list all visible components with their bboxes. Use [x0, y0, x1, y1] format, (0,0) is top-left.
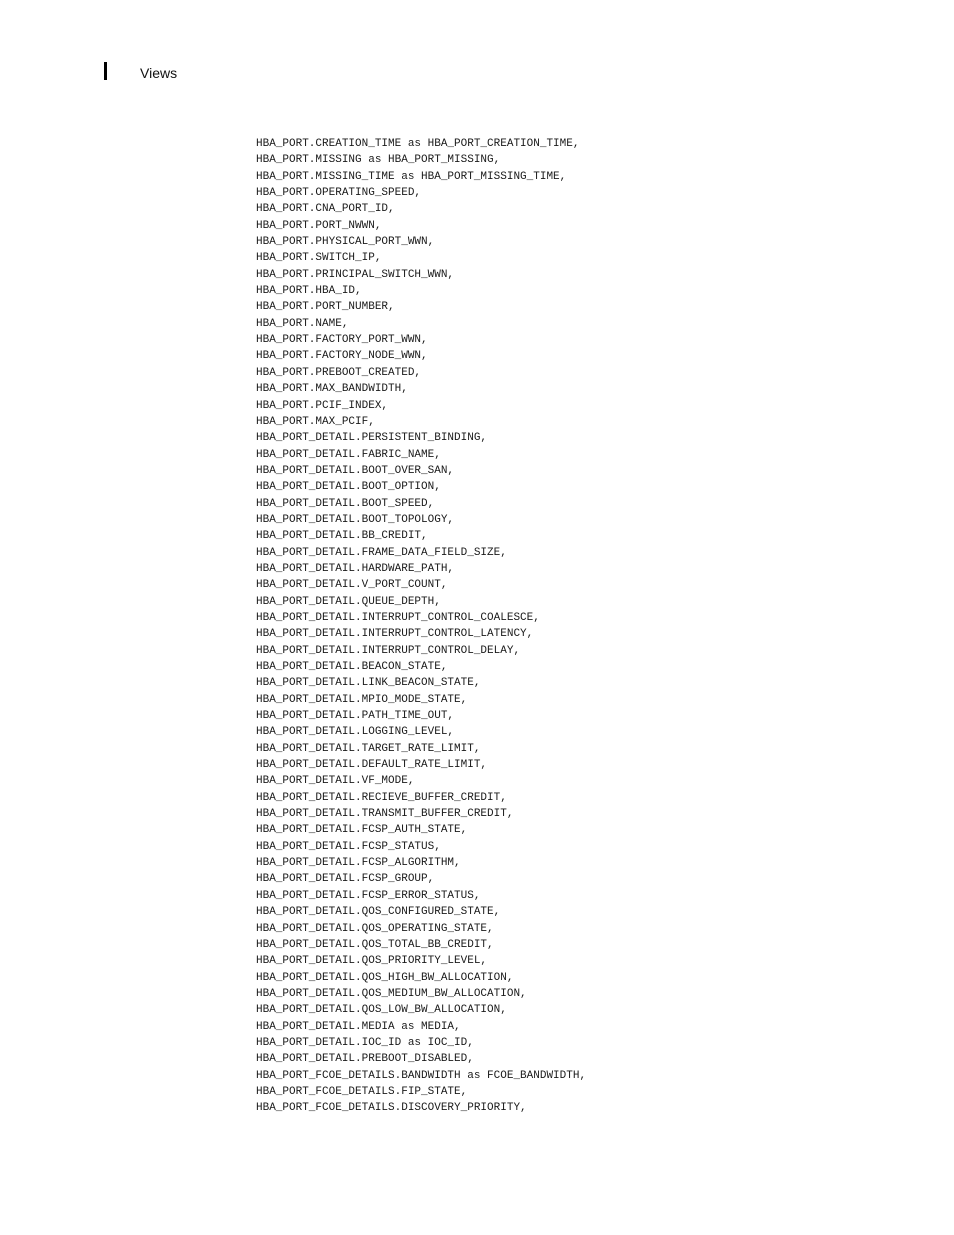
code-line: HBA_PORT_FCOE_DETAILS.FIP_STATE, — [256, 1085, 468, 1098]
code-line: HBA_PORT.PCIF_INDEX, — [256, 399, 389, 412]
code-line: HBA_PORT_DETAIL.QUEUE_DEPTH, — [256, 595, 441, 608]
code-line: HBA_PORT.PORT_NWWN, — [256, 219, 382, 232]
code-line: HBA_PORT.PORT_NUMBER, — [256, 301, 395, 314]
code-line: HBA_PORT_DETAIL.MEDIA as MEDIA, — [256, 1020, 461, 1033]
code-line: HBA_PORT_DETAIL.TRANSMIT_BUFFER_CREDIT, — [256, 808, 514, 821]
code-line: HBA_PORT.FACTORY_PORT_WWN, — [256, 334, 428, 347]
code-line: HBA_PORT_DETAIL.FCSP_ALGORITHM, — [256, 857, 461, 870]
code-line: HBA_PORT_DETAIL.INTERRUPT_CONTROL_COALESCE, — [256, 611, 540, 624]
code-line: HBA_PORT.OPERATING_SPEED, — [256, 187, 422, 200]
code-line: HBA_PORT_DETAIL.DEFAULT_RATE_LIMIT, — [256, 759, 488, 772]
change-bar — [104, 62, 107, 80]
code-line: HBA_PORT_DETAIL.TARGET_RATE_LIMIT, — [256, 742, 481, 755]
code-line: HBA_PORT_DETAIL.FCSP_STATUS, — [256, 840, 441, 853]
code-line: HBA_PORT_DETAIL.QOS_PRIORITY_LEVEL, — [256, 955, 488, 968]
code-line: HBA_PORT.PREBOOT_CREATED, — [256, 366, 422, 379]
code-line: HBA_PORT_DETAIL.QOS_TOTAL_BB_CREDIT, — [256, 938, 494, 951]
code-line: HBA_PORT_DETAIL.FRAME_DATA_FIELD_SIZE, — [256, 546, 507, 559]
code-line: HBA_PORT_DETAIL.QOS_MEDIUM_BW_ALLOCATION, — [256, 987, 527, 1000]
code-line: HBA_PORT_DETAIL.QOS_CONFIGURED_STATE, — [256, 906, 501, 919]
code-line: HBA_PORT_DETAIL.PREBOOT_DISABLED, — [256, 1053, 474, 1066]
code-line: HBA_PORT.CNA_PORT_ID, — [256, 203, 395, 216]
code-line: HBA_PORT_DETAIL.FABRIC_NAME, — [256, 448, 441, 461]
code-line: HBA_PORT_DETAIL.MPIO_MODE_STATE, — [256, 693, 468, 706]
code-line: HBA_PORT_DETAIL.IOC_ID as IOC_ID, — [256, 1036, 474, 1049]
code-line: HBA_PORT.NAME, — [256, 317, 349, 330]
code-line: HBA_PORT_DETAIL.QOS_HIGH_BW_ALLOCATION, — [256, 971, 514, 984]
section-title: Views — [140, 65, 178, 81]
code-line: HBA_PORT_DETAIL.BEACON_STATE, — [256, 661, 448, 673]
code-line: HBA_PORT_DETAIL.QOS_LOW_BW_ALLOCATION, — [256, 1004, 507, 1017]
code-line: HBA_PORT_DETAIL.FCSP_GROUP, — [256, 873, 435, 886]
code-line: HBA_PORT_DETAIL.FCSP_ERROR_STATUS, — [256, 889, 481, 902]
code-line: HBA_PORT_DETAIL.FCSP_AUTH_STATE, — [256, 824, 468, 837]
code-line: HBA_PORT_DETAIL.PERSISTENT_BINDING, — [256, 432, 488, 445]
code-line: HBA_PORT_FCOE_DETAILS.BANDWIDTH as FCOE_BANDWIDTH, — [256, 1069, 587, 1082]
code-line: HBA_PORT_DETAIL.INTERRUPT_CONTROL_DELAY, — [256, 644, 521, 657]
code-line: HBA_PORT.CREATION_TIME as HBA_PORT_CREATION_TIME, — [256, 138, 580, 150]
sql-code-block — [256, 136, 586, 1117]
code-line: HBA_PORT_DETAIL.BOOT_SPEED, — [256, 497, 435, 510]
code-line: HBA_PORT_DETAIL.HARDWARE_PATH, — [256, 562, 455, 575]
code-line: HBA_PORT.MISSING as HBA_PORT_MISSING, — [256, 154, 501, 167]
code-line: HBA_PORT_DETAIL.PATH_TIME_OUT, — [256, 710, 455, 723]
code-line: HBA_PORT.SWITCH_IP, — [256, 252, 382, 265]
code-line: HBA_PORT.HBA_ID, — [256, 285, 362, 298]
code-line: HBA_PORT_DETAIL.LOGGING_LEVEL, — [256, 726, 455, 739]
code-line: HBA_PORT.MAX_PCIF, — [256, 415, 375, 428]
code-line: HBA_PORT_DETAIL.LINK_BEACON_STATE, — [256, 677, 481, 690]
code-line: HBA_PORT_DETAIL.VF_MODE, — [256, 775, 415, 788]
code-line: HBA_PORT.MISSING_TIME as HBA_PORT_MISSING_TIME, — [256, 170, 567, 183]
code-line: HBA_PORT_DETAIL.BOOT_TOPOLOGY, — [256, 513, 455, 526]
code-line: HBA_PORT.MAX_BANDWIDTH, — [256, 383, 408, 396]
code-line: HBA_PORT.PHYSICAL_PORT_WWN, — [256, 236, 435, 249]
code-line: HBA_PORT_DETAIL.BB_CREDIT, — [256, 530, 428, 543]
code-line: HBA_PORT_DETAIL.BOOT_OVER_SAN, — [256, 464, 455, 477]
code-line: HBA_PORT_FCOE_DETAILS.DISCOVERY_PRIORITY, — [256, 1102, 527, 1115]
code-line: HBA_PORT.PRINCIPAL_SWITCH_WWN, — [256, 268, 455, 281]
code-line: HBA_PORT.FACTORY_NODE_WWN, — [256, 350, 428, 363]
code-line: HBA_PORT_DETAIL.V_PORT_COUNT, — [256, 579, 448, 592]
code-line: HBA_PORT_DETAIL.QOS_OPERATING_STATE, — [256, 922, 494, 935]
code-line: HBA_PORT_DETAIL.RECIEVE_BUFFER_CREDIT, — [256, 791, 507, 804]
code-line: HBA_PORT_DETAIL.INTERRUPT_CONTROL_LATENCY, — [256, 628, 534, 641]
code-line: HBA_PORT_DETAIL.BOOT_OPTION, — [256, 481, 441, 494]
